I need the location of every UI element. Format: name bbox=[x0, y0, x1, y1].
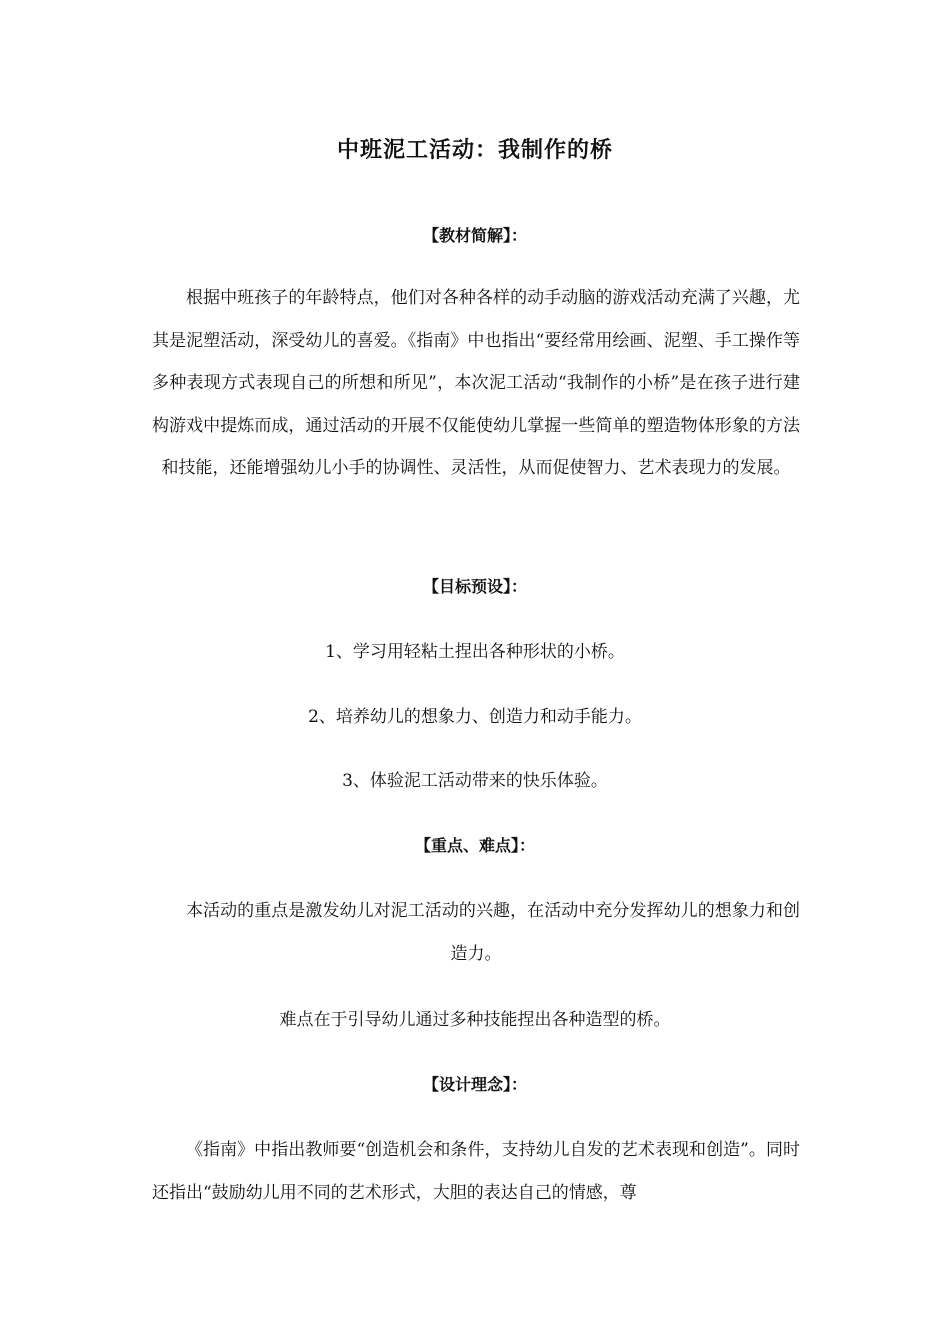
section-heading-intro: 【教材简解】： bbox=[422, 226, 527, 245]
concept-paragraph: 《指南》中指出教师要“创造机会和条件，支持幼儿自发的艺术表现和创造”。同时还指出“鼓励幼儿用不同的艺术形式，大胆的表达自己的情感，尊 bbox=[152, 1140, 800, 1203]
goal-item-3: 3、体验泥工活动带来的快乐体验。 bbox=[342, 771, 608, 791]
goal-item-2: 2、培养幼儿的想象力、创造力和动手能力。 bbox=[308, 707, 642, 727]
section-heading-key-points: 【重点、难点】： bbox=[414, 836, 535, 855]
document-title: 中班泥工活动：我制作的桥 bbox=[336, 138, 613, 163]
difficulty-line: 难点在于引导幼儿通过多种技能捏出各种造型的桥。 bbox=[279, 1010, 671, 1030]
section-heading-concept: 【设计理念】： bbox=[422, 1075, 527, 1094]
goal-item-1: 1、学习用轻粘土捏出各种形状的小桥。 bbox=[325, 642, 625, 662]
key-points-paragraph: 本活动的重点是激发幼儿对泥工活动的兴趣，在活动中充分发挥幼儿的想象力和创造力。 bbox=[186, 901, 800, 964]
intro-paragraph: 根据中班孩子的年龄特点，他们对各种各样的动手动脑的游戏活动充满了兴趣，尤其是泥塑活动，深受幼儿的喜爱。《指南》中也指出“要经常用绘画、泥塑、手工操作等多种表现方式表现自己的所想和所见”，本次泥工活动“我制作的小桥”是在孩子进行建构游戏中提炼而成，通过活动的开展不仅能使幼儿掌握一些简单的塑造物体形象的方法和技能，还能增强幼儿小手的协调性、灵活性，从而促使智力、艺术表现力的发展。 bbox=[152, 288, 800, 478]
section-heading-goals: 【目标预设】： bbox=[422, 577, 527, 596]
